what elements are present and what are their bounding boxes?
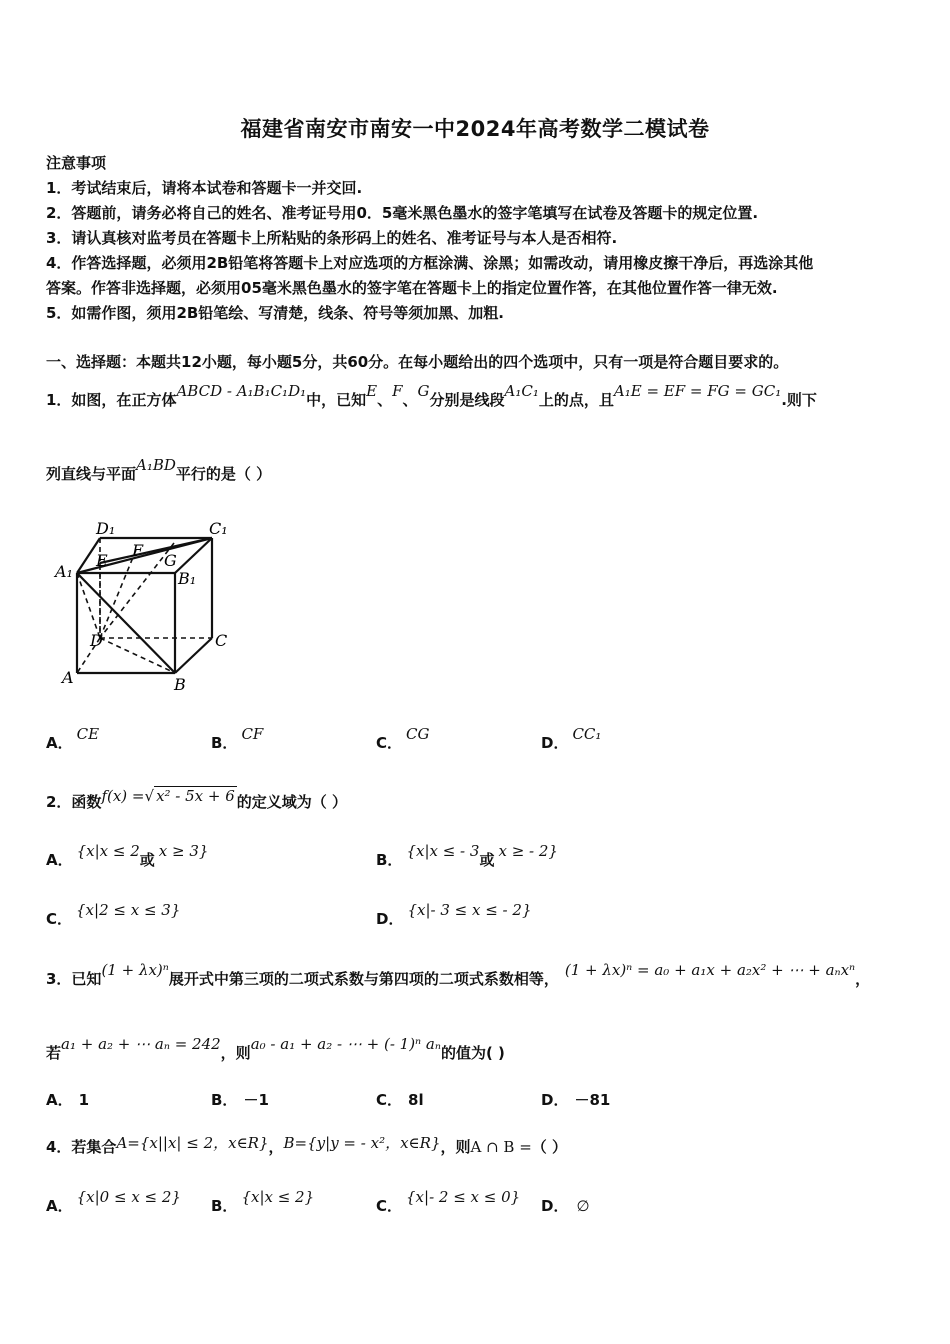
q4-set-a: A={x||x| ≤ 2，x∈R}: [116, 1134, 269, 1152]
q2-option-c[interactable]: [46, 901, 181, 929]
q3-option-d[interactable]: [541, 1089, 610, 1110]
q4-intersection: A ∩ B =: [470, 1138, 532, 1156]
notice-item-3: 3．请认真核对监考员在答题卡上所粘贴的条形码上的姓名、准考证号与本人是否相符.: [46, 229, 618, 247]
label-g: G: [164, 551, 177, 570]
q2-option-d[interactable]: [376, 901, 532, 929]
question-2: 2．函数f(x) =√ x² - 5x + 6 的定义域为（ ）: [46, 787, 348, 811]
notice-item-1: 1．考试结束后，请将本试卷和答题卡一并交回.: [46, 179, 363, 197]
option-text: {x|0 ≤ x ≤ 2}: [76, 1188, 181, 1206]
q2-text-1: 2．函数: [46, 793, 102, 811]
notice-item-4: 4．作答选择题，必须用2B铅笔将答题卡上对应选项的方框涂满、涂黑；如需改动，请用橡皮擦干净后，再选涂其他: [46, 254, 814, 272]
label-d1: D₁: [96, 519, 116, 538]
q4-option-c[interactable]: [376, 1188, 521, 1216]
notice-item-4-cont: 答案。作答非选择题，必须用05毫米黑色墨水的签字笔在答题卡上的指定位置作答，在其他位置作答一律无效.: [46, 279, 778, 297]
q3-expr-1: (1 + λx)ⁿ: [101, 961, 169, 979]
option-text: CG: [406, 725, 430, 743]
page-title: 福建省南安市南安一中2024年高考数学二模试卷: [240, 117, 710, 141]
q1-option-c[interactable]: [376, 725, 430, 753]
question-1-line-2: [46, 456, 272, 484]
option-text: 8l: [408, 1091, 424, 1109]
q3-expr-3: a₁ + a₂ + ⋯ aₙ = 242: [61, 1035, 221, 1053]
q3-option-a[interactable]: [46, 1089, 89, 1110]
q4-set-b: B={y|y = - x²，x∈R}: [283, 1134, 441, 1152]
option-letter: A．: [46, 734, 73, 752]
q4-text-2: ，则: [440, 1138, 471, 1156]
q1-option-a[interactable]: [46, 725, 100, 753]
q1-point-f: F: [392, 382, 403, 400]
option-letter: A．: [46, 851, 73, 869]
q4-text-1: 4．若集合: [46, 1138, 117, 1156]
q2-text-2: 的定义域为（ ）: [236, 793, 348, 811]
q2-option-b[interactable]: [376, 842, 558, 870]
q3-text-2: 展开式中第三项的二项式系数与第四项的二项式系数相等，: [168, 970, 559, 988]
q1-cube-name: ABCD - A₁B₁C₁D₁: [176, 382, 307, 400]
option-text: CF: [241, 725, 264, 743]
q1-text-6: 列直线与平面: [46, 465, 137, 483]
q4-option-d[interactable]: [541, 1195, 590, 1216]
q2-function: f(x) =: [101, 787, 145, 805]
option-text: {x|x ≤ 2}: [241, 1188, 315, 1206]
option-letter: A．: [46, 1091, 73, 1109]
q3-option-c[interactable]: [376, 1089, 424, 1110]
option-text: CE: [76, 725, 100, 743]
label-c: C: [215, 631, 228, 650]
q4-option-a[interactable]: [46, 1188, 181, 1216]
question-4: [46, 1136, 567, 1157]
label-b1: B₁: [178, 569, 197, 588]
q3-expr-2: (1 + λx)ⁿ = a₀ + a₁x + a₂x² + ⋯ + aₙxⁿ: [564, 961, 856, 979]
label-f: F: [132, 541, 144, 560]
option-letter: C．: [376, 1197, 403, 1215]
question-1-line-1: [46, 382, 817, 410]
q1-text-5: .则下: [781, 391, 817, 409]
option-text: ∅: [576, 1197, 590, 1215]
notice-item-2: 2．答题前，请务必将自己的姓名、准考证号用0．5毫米黑色墨水的签字笔填写在试卷及答题卡的规定位置.: [46, 204, 759, 222]
q1-plane: A₁BD: [136, 456, 176, 474]
q1-sep-1: 、: [377, 391, 393, 409]
question-3-line-2: [46, 1035, 505, 1063]
notice-heading: 注意事项: [46, 154, 107, 172]
q1-point-g: G: [417, 382, 430, 400]
option-text: {x|- 2 ≤ x ≤ 0}: [406, 1188, 521, 1206]
q3-option-b[interactable]: [211, 1089, 269, 1110]
q1-option-d[interactable]: [541, 725, 602, 753]
label-e: E: [96, 551, 108, 570]
q3-text-4: 若: [46, 1044, 62, 1062]
option-text-2: x ≥ 3}: [158, 842, 209, 860]
q1-text-4: 上的点，且: [538, 391, 614, 409]
label-c1: C₁: [209, 519, 228, 538]
option-or: 或: [139, 851, 155, 869]
option-text: {x|2 ≤ x ≤ 3}: [76, 901, 181, 919]
q1-segment: A₁C₁: [504, 382, 539, 400]
q1-point-e: E: [366, 382, 378, 400]
cube-figure: [52, 518, 242, 696]
q1-text-1: 1．如图，在正方体: [46, 391, 177, 409]
option-letter: B．: [376, 851, 403, 869]
q1-sep-2: 、: [402, 391, 418, 409]
q3-text-5: ，则: [220, 1044, 251, 1062]
option-text: －1: [243, 1091, 269, 1109]
notice-item-5: 5．如需作图，须用2B铅笔绘、写清楚，线条、符号等须加黑、加粗.: [46, 304, 505, 322]
q3-text-6: 的值为( ): [440, 1044, 505, 1062]
option-letter: A．: [46, 1197, 73, 1215]
q3-text-1: 3．已知: [46, 970, 102, 988]
option-letter: B．: [211, 1197, 238, 1215]
option-letter: D．: [541, 1091, 569, 1109]
option-text: {x|x ≤ 2: [76, 842, 140, 860]
q4-text-3: （ ）: [531, 1138, 568, 1156]
option-text: CC₁: [572, 725, 602, 743]
option-letter: B．: [211, 1091, 238, 1109]
question-3-line-1: [46, 961, 871, 989]
q1-text-3: 分别是线段: [429, 391, 505, 409]
option-letter: C．: [376, 1091, 403, 1109]
option-letter: D．: [541, 1197, 569, 1215]
q1-condition: A₁E = EF = FG = GC₁: [613, 382, 782, 400]
option-letter: D．: [376, 910, 404, 928]
q4-comma: ，: [268, 1138, 284, 1156]
q3-text-3: ，: [855, 970, 871, 988]
q4-option-b[interactable]: [211, 1188, 315, 1216]
option-letter: B．: [211, 734, 238, 752]
option-text: －81: [574, 1091, 611, 1109]
label-a1: A₁: [55, 562, 73, 581]
option-letter: C．: [376, 734, 403, 752]
q1-option-b[interactable]: [211, 725, 264, 753]
option-text: {x|- 3 ≤ x ≤ - 2}: [407, 901, 532, 919]
label-d: D: [90, 631, 103, 650]
label-b: B: [174, 675, 186, 694]
label-a: A: [62, 668, 74, 687]
option-or: 或: [479, 851, 495, 869]
section-heading: 一、选择题：本题共12小题，每小题5分，共60分。在每小题给出的四个选项中，只有一项是符合题目要求的。: [46, 353, 789, 371]
option-text-2: x ≥ - 2}: [498, 842, 558, 860]
option-text: 1: [78, 1091, 90, 1109]
q1-text-2: 中，已知: [306, 391, 367, 409]
q2-option-a[interactable]: [46, 842, 209, 870]
option-text: {x|x ≤ - 3: [406, 842, 480, 860]
option-letter: D．: [541, 734, 569, 752]
q3-expr-4: a₀ - a₁ + a₂ - ⋯ + (- 1)ⁿ aₙ: [250, 1035, 441, 1053]
option-letter: C．: [46, 910, 73, 928]
q1-text-7: 平行的是（ ）: [175, 465, 272, 483]
q2-radicand: x² - 5x + 6: [156, 787, 235, 805]
